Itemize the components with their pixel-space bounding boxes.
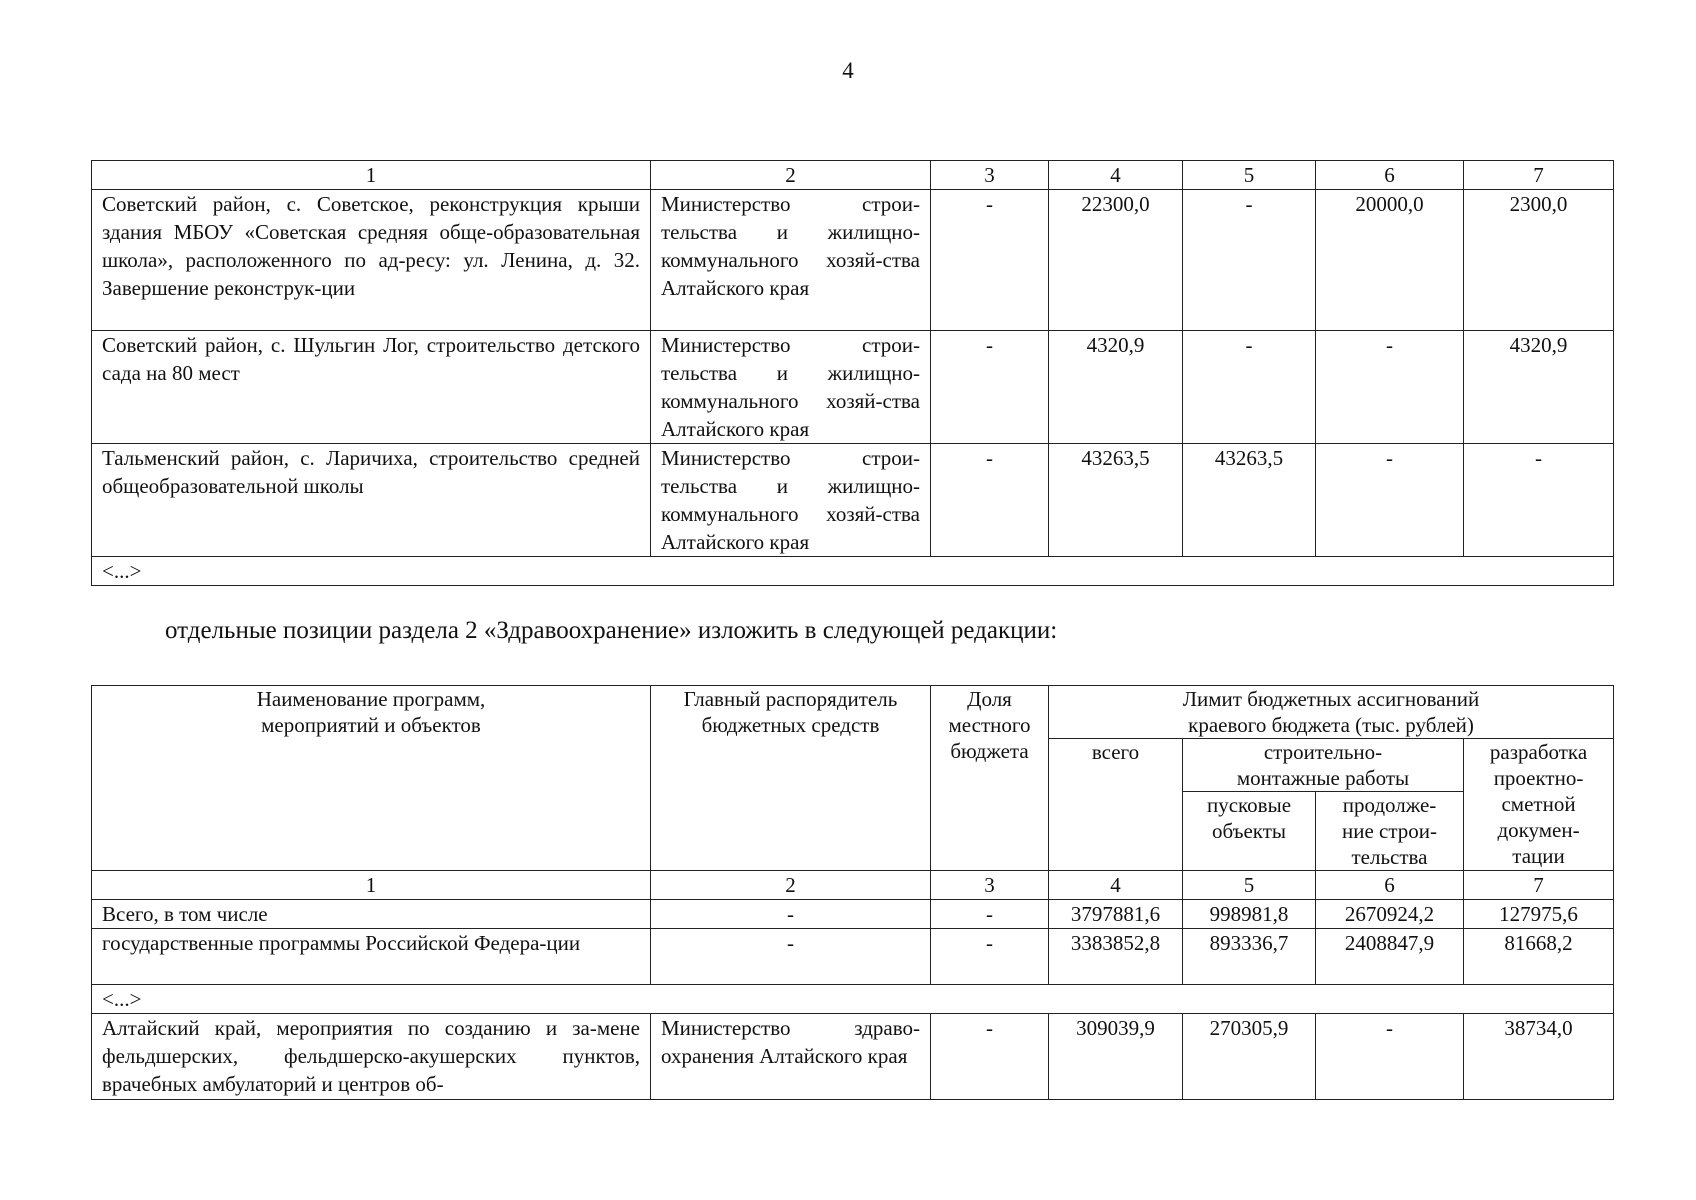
limit-construction-continuation: - bbox=[1316, 331, 1464, 444]
limit-construction-continuation: - bbox=[1316, 444, 1464, 557]
col-number: 2 bbox=[651, 161, 931, 190]
header-program-name: Наименование программ, мероприятий и объектов bbox=[92, 686, 651, 871]
col-number: 2 bbox=[651, 871, 931, 900]
omission-marker: <...> bbox=[92, 985, 1614, 1014]
header-budget-manager: Главный распорядитель бюджетных средств bbox=[651, 686, 931, 871]
header-launch-objects: пусковые объекты bbox=[1183, 792, 1316, 871]
program-name: государственные программы Российской Федера-ции bbox=[92, 929, 651, 985]
limit-total: 4320,9 bbox=[1049, 331, 1183, 444]
object-name: Советский район, с. Шульгин Лог, строительство детского сада на 80 мест bbox=[92, 331, 651, 444]
header-construction-works: строительно- монтажные работы bbox=[1183, 739, 1464, 792]
limit-design-documentation: 81668,2 bbox=[1464, 929, 1614, 985]
local-budget-share: - bbox=[931, 190, 1049, 331]
header-design-documentation: разработка проектно- сметной докумен- тации bbox=[1464, 739, 1614, 871]
local-budget-share: - bbox=[931, 444, 1049, 557]
col-number: 5 bbox=[1183, 871, 1316, 900]
program-name: Алтайский край, мероприятия по созданию и за-мене фельдшерских, фельдшерско-акушерских пунктов, врачебных амбулаторий и центров об- bbox=[92, 1014, 651, 1100]
ellipsis-row bbox=[92, 557, 1614, 586]
local-budget-share: - bbox=[931, 1014, 1049, 1100]
continuation-table bbox=[91, 160, 1614, 586]
limit-total: 309039,9 bbox=[1049, 1014, 1183, 1100]
limit-total: 3797881,6 bbox=[1049, 900, 1183, 929]
table-row bbox=[92, 1014, 1614, 1100]
limit-construction-continuation: 20000,0 bbox=[1316, 190, 1464, 331]
limit-design-documentation: 4320,9 bbox=[1464, 331, 1614, 444]
amendment-paragraph: отдельные позиции раздела 2 «Здравоохранение» изложить в следующей редакции: bbox=[165, 617, 1058, 644]
ellipsis-row bbox=[92, 985, 1614, 1014]
object-name: Советский район, с. Советское, реконструкция крыши здания МБОУ «Советская средняя обще-образовательная школа», расположенного по ад-ресу: ул. Ленина, д. 32. Завершение реконструк-ции bbox=[92, 190, 651, 331]
col-number: 1 bbox=[92, 161, 651, 190]
limit-design-documentation: 2300,0 bbox=[1464, 190, 1614, 331]
local-budget-share: - bbox=[931, 331, 1049, 444]
header-row bbox=[92, 686, 1614, 739]
col-number: 6 bbox=[1316, 871, 1464, 900]
limit-launch-objects: 893336,7 bbox=[1183, 929, 1316, 985]
limit-launch-objects: - bbox=[1183, 331, 1316, 444]
budget-manager: Министерство строи-тельства и жилищно-коммунального хозяй-ства Алтайского края bbox=[651, 331, 931, 444]
col-number: 5 bbox=[1183, 161, 1316, 190]
column-number-row bbox=[92, 871, 1614, 900]
limit-total: 43263,5 bbox=[1049, 444, 1183, 557]
budget-manager: Министерство строи-тельства и жилищно-коммунального хозяй-ства Алтайского края bbox=[651, 444, 931, 557]
limit-launch-objects: 43263,5 bbox=[1183, 444, 1316, 557]
budget-manager: Министерство строи-тельства и жилищно-коммунального хозяй-ства Алтайского края bbox=[651, 190, 931, 331]
col-number: 7 bbox=[1464, 161, 1614, 190]
limit-design-documentation: 38734,0 bbox=[1464, 1014, 1614, 1100]
header-construction-continuation: продолже- ние строи- тельства bbox=[1316, 792, 1464, 871]
page-number: 4 bbox=[842, 58, 854, 83]
col-number: 7 bbox=[1464, 871, 1614, 900]
table-row bbox=[92, 331, 1614, 444]
header-local-share: Доля местного бюджета bbox=[931, 686, 1049, 871]
col-number: 1 bbox=[92, 871, 651, 900]
program-name: Всего, в том числе bbox=[92, 900, 651, 929]
table-row bbox=[92, 900, 1614, 929]
limit-total: 22300,0 bbox=[1049, 190, 1183, 331]
budget-manager: - bbox=[651, 929, 931, 985]
column-number-row bbox=[92, 161, 1614, 190]
limit-construction-continuation: 2408847,9 bbox=[1316, 929, 1464, 985]
healthcare-table bbox=[91, 685, 1614, 1100]
local-budget-share: - bbox=[931, 929, 1049, 985]
table-row bbox=[92, 929, 1614, 985]
col-number: 4 bbox=[1049, 871, 1183, 900]
budget-manager: Министерство здраво-охранения Алтайского края bbox=[651, 1014, 931, 1100]
local-budget-share: - bbox=[931, 900, 1049, 929]
col-number: 3 bbox=[931, 871, 1049, 900]
col-number: 3 bbox=[931, 161, 1049, 190]
limit-launch-objects: - bbox=[1183, 190, 1316, 331]
limit-launch-objects: 998981,8 bbox=[1183, 900, 1316, 929]
limit-total: 3383852,8 bbox=[1049, 929, 1183, 985]
table-row bbox=[92, 190, 1614, 331]
col-number: 6 bbox=[1316, 161, 1464, 190]
limit-construction-continuation: 2670924,2 bbox=[1316, 900, 1464, 929]
omission-marker: <...> bbox=[92, 557, 1614, 586]
limit-design-documentation: 127975,6 bbox=[1464, 900, 1614, 929]
limit-construction-continuation: - bbox=[1316, 1014, 1464, 1100]
limit-launch-objects: 270305,9 bbox=[1183, 1014, 1316, 1100]
object-name: Тальменский район, с. Ларичиха, строительство средней общеобразовательной школы bbox=[92, 444, 651, 557]
col-number: 4 bbox=[1049, 161, 1183, 190]
budget-manager: - bbox=[651, 900, 931, 929]
table-row bbox=[92, 444, 1614, 557]
header-budget-limit: Лимит бюджетных ассигнований краевого бюджета (тыс. рублей) bbox=[1049, 686, 1614, 739]
limit-design-documentation: - bbox=[1464, 444, 1614, 557]
header-total: всего bbox=[1049, 739, 1183, 871]
